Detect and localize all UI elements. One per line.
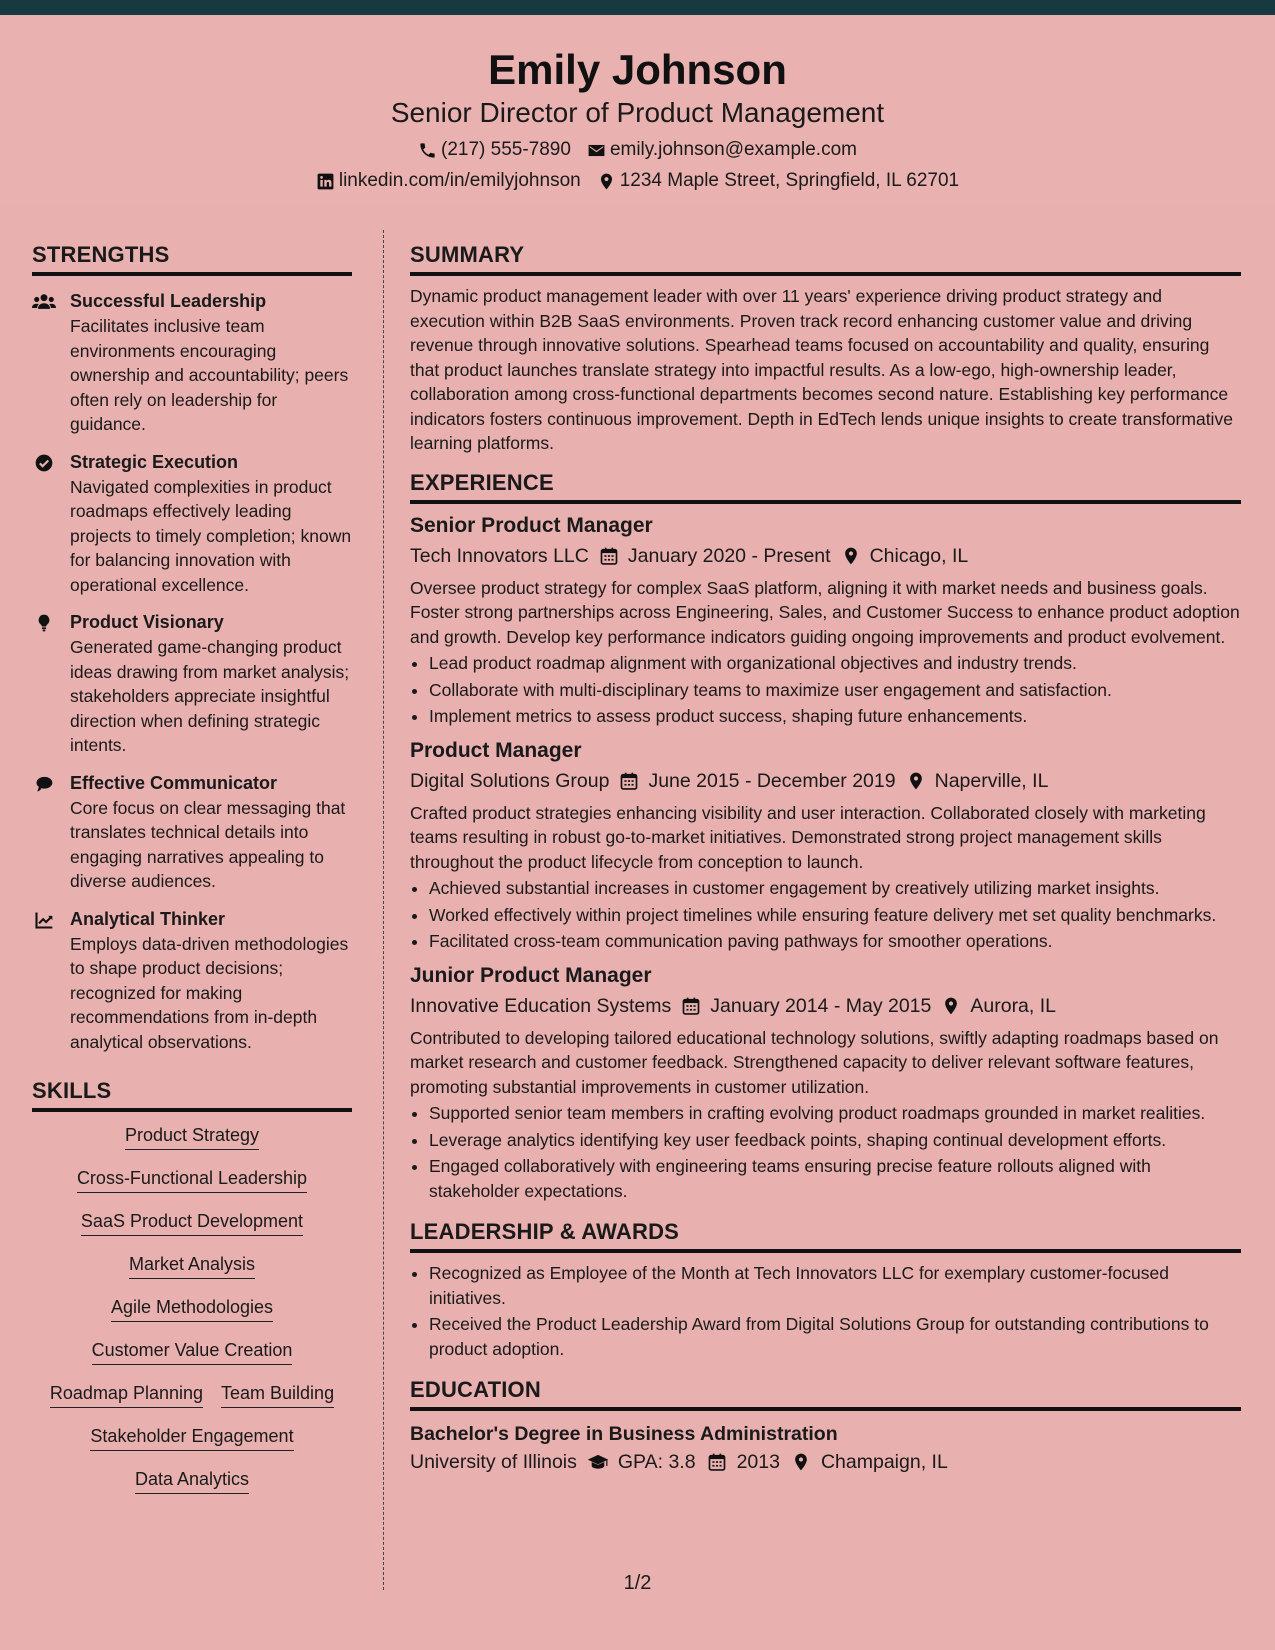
strength-item <box>32 908 352 1055</box>
job-description: Crafted product strategies enhancing visibility and user interaction. Collaborated closely with marketing teams resulting in robust go-to-market initiatives. Demonstrated strong project management skills throughout the product lifecycle from conception to launch. <box>410 802 1206 872</box>
candidate-name: Emily Johnson <box>488 46 787 93</box>
job-location: Chicago, IL <box>869 544 969 567</box>
skill-tag: SaaS Product Development <box>81 1210 303 1236</box>
calendar-icon <box>619 771 639 791</box>
calendar-icon <box>681 996 701 1016</box>
map-pin-icon <box>941 996 961 1016</box>
skill-tag: Agile Methodologies <box>111 1296 273 1322</box>
summary-heading: SUMMARY <box>410 240 1241 276</box>
strength-desc: Navigated complexities in product roadmaps effectively leading projects to timely completion; known for balancing innovation with operational excellence. <box>70 476 352 595</box>
strength-item <box>32 290 352 437</box>
strength-item <box>32 772 352 894</box>
strength-title: Effective Communicator <box>70 772 278 793</box>
job-bullet: • Supported senior team members in crafting evolving product roadmaps grounded in market realities. <box>429 1101 1241 1126</box>
strength-title: Successful Leadership <box>70 291 267 311</box>
skill-tag: Data Analytics <box>135 1468 249 1494</box>
strength-title: Product Visionary <box>70 612 224 632</box>
line-chart-icon <box>32 910 56 930</box>
map-pin-icon <box>841 546 861 566</box>
linkedin-icon <box>316 172 335 191</box>
awards-list <box>410 1261 1241 1361</box>
skill-tag: Team Building <box>221 1382 334 1408</box>
contact-row-1 <box>0 139 1275 161</box>
job-bullet: • Collaborate with multi-disciplinary teams to maximize user engagement and satisfaction. <box>429 678 1241 703</box>
job-description: Oversee product strategy for complex SaaS platform, aligning it with market needs and business goals. Foster strong partnerships across Engineering, Sales, and Customer Success to enhance product adoption and growth. Develop key performance indicators guiding ongoing improvements and product evolvement. <box>410 577 1240 647</box>
phone-icon <box>418 141 437 160</box>
job-bullet: • Engaged collaboratively with engineering teams ensuring precise feature rollouts aligned with stakeholder expectations. <box>429 1154 1241 1203</box>
candidate-title: Senior Director of Product Management <box>390 97 885 128</box>
job-location: Naperville, IL <box>934 769 1049 792</box>
job-company: Innovative Education Systems <box>410 994 672 1017</box>
resume-header <box>0 15 1275 203</box>
strength-desc: Generated game-changing product ideas drawing from market analysis; stakeholders appreciate insightful direction when defining strategic intents. <box>70 637 350 755</box>
job-meta <box>410 992 1241 1020</box>
skill-tag: Cross-Functional Leadership <box>77 1167 307 1193</box>
job-bullets <box>410 651 1241 729</box>
speech-bubble-icon <box>32 774 56 794</box>
job-dates: January 2020 - Present <box>627 544 831 567</box>
graduation-cap-icon <box>587 1452 609 1472</box>
users-icon <box>32 292 56 312</box>
edu-gpa: GPA: 3.8 <box>617 1451 696 1473</box>
award-item: • Recognized as Employee of the Month at Tech Innovators LLC for exemplary customer-focused initiatives. <box>429 1261 1241 1310</box>
job-bullet: • Achieved substantial increases in customer engagement by creatively utilizing market insights. <box>429 876 1241 901</box>
strength-title: Analytical Thinker <box>70 908 226 929</box>
job-title: Junior Product Manager <box>410 963 652 987</box>
contact-row-2 <box>0 170 1275 192</box>
skills-list <box>32 1124 352 1494</box>
lightbulb-icon <box>32 613 56 633</box>
job-bullet: • Implement metrics to assess product success, shaping future enhancements. <box>429 704 1241 729</box>
right-column <box>410 240 1241 1476</box>
map-pin-icon <box>597 172 616 191</box>
envelope-icon <box>587 141 606 160</box>
strength-desc: Core focus on clear messaging that translates technical details into engaging narratives appealing to diverse audiences. <box>70 797 346 891</box>
job-bullet: • Facilitated cross-team communication paving pathways for smoother operations. <box>429 929 1241 954</box>
job-company: Tech Innovators LLC <box>410 544 589 567</box>
phone-text: (217) 555-7890 <box>441 139 571 160</box>
strength-desc: Employs data-driven methodologies to shape product decisions; recognized for making recommendations from in-depth analytical observations. <box>70 933 349 1052</box>
strength-desc: Facilitates inclusive team environments encouraging ownership and accountability; peers often rely on leadership for guidance. <box>70 316 349 434</box>
strength-item <box>32 611 352 758</box>
contact-linkedin[interactable] <box>316 170 581 192</box>
left-column <box>32 240 352 1511</box>
job-bullets <box>410 876 1241 954</box>
map-pin-icon <box>906 771 926 791</box>
strength-item <box>32 451 352 598</box>
top-bar <box>0 0 1275 15</box>
job-title: Senior Product Manager <box>410 513 653 537</box>
skill-tag: Roadmap Planning <box>50 1382 203 1408</box>
job-entry <box>410 512 1241 729</box>
job-dates: January 2014 - May 2015 <box>710 994 932 1017</box>
award-item: • Received the Product Leadership Award from Digital Solutions Group for outstanding contributions to product adoption. <box>429 1312 1241 1361</box>
job-bullet: • Worked effectively within project timelines while ensuring feature delivery met set quality benchmarks. <box>429 903 1241 928</box>
calendar-icon <box>706 1452 728 1472</box>
edu-degree: Bachelor's Degree in Business Administration <box>410 1423 838 1445</box>
contact-phone[interactable] <box>418 139 571 161</box>
edu-location: Champaign, IL <box>820 1451 948 1473</box>
contact-address <box>597 170 959 192</box>
job-location: Aurora, IL <box>970 994 1057 1017</box>
edu-year: 2013 <box>736 1451 780 1473</box>
skill-tag: Product Strategy <box>125 1124 259 1150</box>
skill-tag: Customer Value Creation <box>92 1339 293 1365</box>
job-title: Product Manager <box>410 738 582 762</box>
strength-title: Strategic Execution <box>70 451 239 472</box>
check-circle-icon <box>32 453 56 473</box>
job-bullet: • Lead product roadmap alignment with organizational objectives and industry trends. <box>429 651 1241 676</box>
job-bullet: • Leverage analytics identifying key user feedback points, shaping continual development efforts. <box>429 1128 1241 1153</box>
skills-heading: SKILLS <box>32 1076 352 1112</box>
map-pin-icon <box>790 1452 812 1472</box>
page-number: 1/2 <box>623 1572 652 1594</box>
column-divider <box>383 230 384 1590</box>
job-entry <box>410 962 1241 1204</box>
contact-email[interactable] <box>587 139 857 161</box>
job-meta <box>410 542 1241 570</box>
email-text: emily.johnson@example.com <box>609 139 857 160</box>
skill-tag: Market Analysis <box>129 1253 255 1279</box>
edu-meta <box>410 1448 1241 1476</box>
experience-heading: EXPERIENCE <box>410 468 1241 504</box>
linkedin-text: linkedin.com/in/emilyjohnson <box>338 170 581 191</box>
job-meta <box>410 767 1241 795</box>
skill-tag: Stakeholder Engagement <box>90 1425 293 1451</box>
job-company: Digital Solutions Group <box>410 769 610 792</box>
job-bullets <box>410 1101 1241 1203</box>
education-heading: EDUCATION <box>410 1375 1241 1411</box>
summary-text: Dynamic product management leader with over 11 years' experience driving product strategy and execution within B2B SaaS environments. Proven track record enhancing customer value and driving revenue through innovative solutions. Spearhead teams focused on accountability and quality, ensuring that product launches translate strategy into impactful results. As a low-ego, high-ownership leader, collaboration among cross-functional departments becomes second nature. Establishing key performance indicators fosters continuous improvement. Depth in EdTech lends unique insights to create transformative learning platforms. <box>410 286 1233 453</box>
job-dates: June 2015 - December 2019 <box>648 769 896 792</box>
edu-school: University of Illinois <box>410 1451 577 1473</box>
awards-heading: LEADERSHIP & AWARDS <box>410 1217 1241 1253</box>
address-text: 1234 Maple Street, Springfield, IL 62701 <box>619 170 960 191</box>
job-entry <box>410 737 1241 954</box>
calendar-icon <box>599 546 619 566</box>
job-description: Contributed to developing tailored educational technology solutions, swiftly adapting roadmaps based on market research and customer feedback. Strengthened capacity to deliver relevant software features, promoting substantial improvements in customer utilization. <box>410 1027 1219 1097</box>
strengths-heading: STRENGTHS <box>32 240 352 276</box>
